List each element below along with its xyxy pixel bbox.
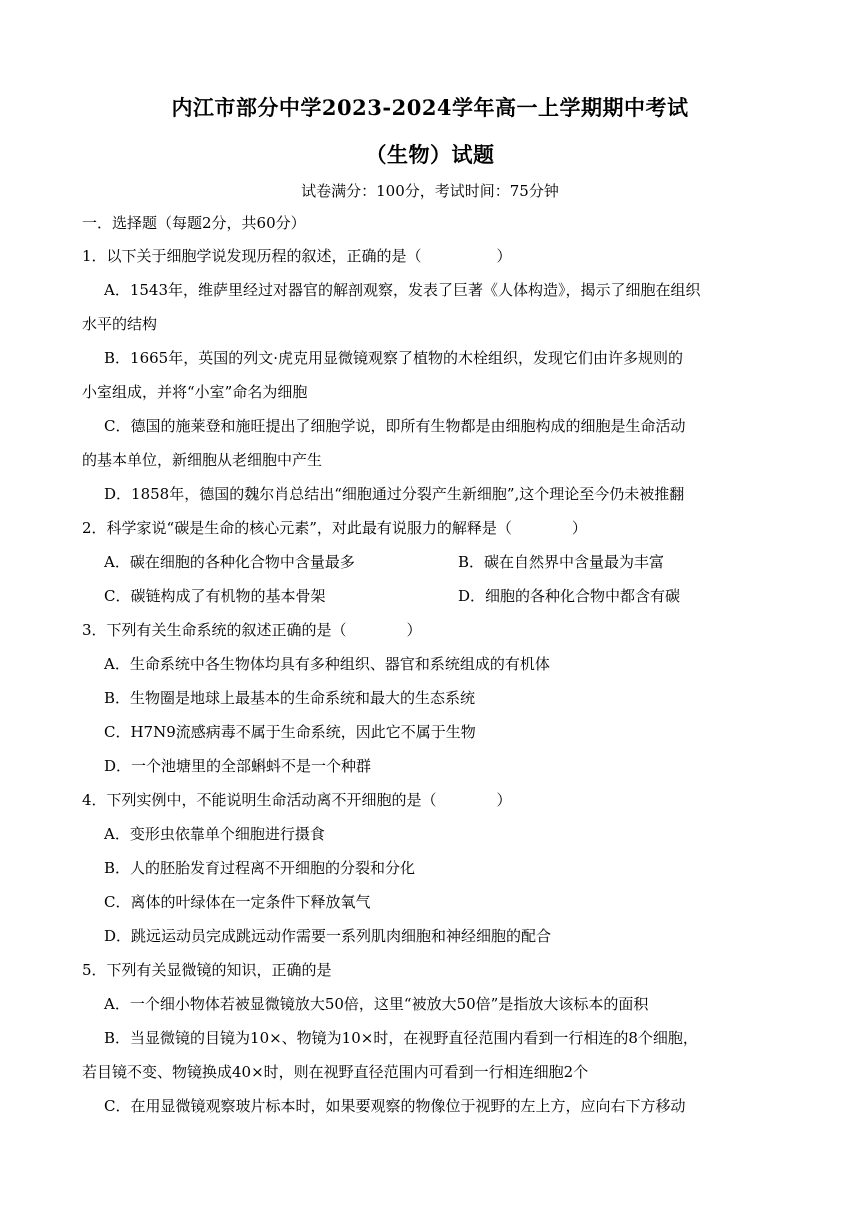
question-3-option-a: A．生命系统中各生物体均具有多种组织、器官和系统组成的有机体 bbox=[104, 655, 550, 673]
question-4-option-c: C．离体的叶绿体在一定条件下释放氧气 bbox=[104, 893, 371, 911]
question-1-option-a-cont: 水平的结构 bbox=[82, 315, 158, 333]
question-4-option-b: B．人的胚胎发育过程离不开细胞的分裂和分化 bbox=[104, 859, 416, 877]
question-5-stem: 5．下列有关显微镜的知识，正确的是 bbox=[82, 961, 332, 979]
question-3-stem: 3．下列有关生命系统的叙述正确的是（ ） bbox=[82, 621, 422, 639]
exam-title: 内江市部分中学2023-2024学年高一上学期期中考试 bbox=[171, 95, 689, 120]
question-2-option-a: A．碳在细胞的各种化合物中含量最多 bbox=[104, 553, 355, 571]
question-1-option-b: B．1665年，英国的列文·虎克用显微镜观察了植物的木栓组织，发现它们由许多规则的 bbox=[104, 349, 683, 367]
question-1-option-b-cont: 小室组成，并将“小室”命名为细胞 bbox=[82, 383, 308, 401]
question-5-option-a: A．一个细小物体若被显微镜放大50倍，这里“被放大50倍”是指放大该标本的面积 bbox=[104, 995, 649, 1013]
question-1-option-c-cont: 的基本单位，新细胞从老细胞中产生 bbox=[82, 451, 323, 469]
question-3-option-b: B．生物圈是地球上最基本的生命系统和最大的生态系统 bbox=[104, 689, 476, 707]
question-5-option-b: B．当显微镜的目镜为10×、物镜为10×时，在视野直径范围内看到一行相连的8个细胞， bbox=[104, 1029, 698, 1047]
question-4-option-a: A．变形虫依靠单个细胞进行摄食 bbox=[104, 825, 325, 843]
exam-subtitle: （生物）试题 bbox=[365, 142, 495, 167]
question-5-option-b-cont: 若目镜不变、物镜换成40×时，则在视野直径范围内可看到一行相连细胞2个 bbox=[82, 1063, 589, 1081]
exam-info: 试卷满分：100分，考试时间：75分钟 bbox=[301, 182, 559, 200]
question-1-stem: 1．以下关于细胞学说发现历程的叙述，正确的是（ ） bbox=[82, 247, 512, 265]
question-1-option-d: D．1858年，德国的魏尔肖总结出“细胞通过分裂产生新细胞”,这个理论至今仍未被推翻 bbox=[104, 485, 685, 503]
question-4-option-d: D．跳远运动员完成跳远动作需要一系列肌肉细胞和神经细胞的配合 bbox=[104, 927, 552, 945]
question-3-option-d: D．一个池塘里的全部蝌蚪不是一个种群 bbox=[104, 757, 372, 775]
question-2-option-b: B．碳在自然界中含量最为丰富 bbox=[458, 553, 665, 571]
question-3-option-c: C．H7N9流感病毒不属于生命系统，因此它不属于生物 bbox=[104, 723, 476, 741]
question-5-option-c: C．在用显微镜观察玻片标本时，如果要观察的物像位于视野的左上方，应向右下方移动 bbox=[104, 1097, 686, 1115]
question-2-option-c: C．碳链构成了有机物的基本骨架 bbox=[104, 587, 326, 605]
question-2-option-d: D．细胞的各种化合物中都含有碳 bbox=[458, 587, 681, 605]
question-2-stem: 2．科学家说“碳是生命的核心元素”，对此最有说服力的解释是（ ） bbox=[82, 519, 587, 537]
question-1-option-c: C．德国的施莱登和施旺提出了细胞学说，即所有生物都是由细胞构成的细胞是生命活动 bbox=[104, 417, 686, 435]
question-4-stem: 4．下列实例中，不能说明生命活动离不开细胞的是（ ） bbox=[82, 791, 512, 809]
section-heading: 一．选择题（每题2分，共60分） bbox=[82, 214, 306, 232]
question-1-option-a: A．1543年，维萨里经过对器官的解剖观察，发表了巨著《人体构造》，揭示了细胞在组织 bbox=[104, 281, 701, 299]
